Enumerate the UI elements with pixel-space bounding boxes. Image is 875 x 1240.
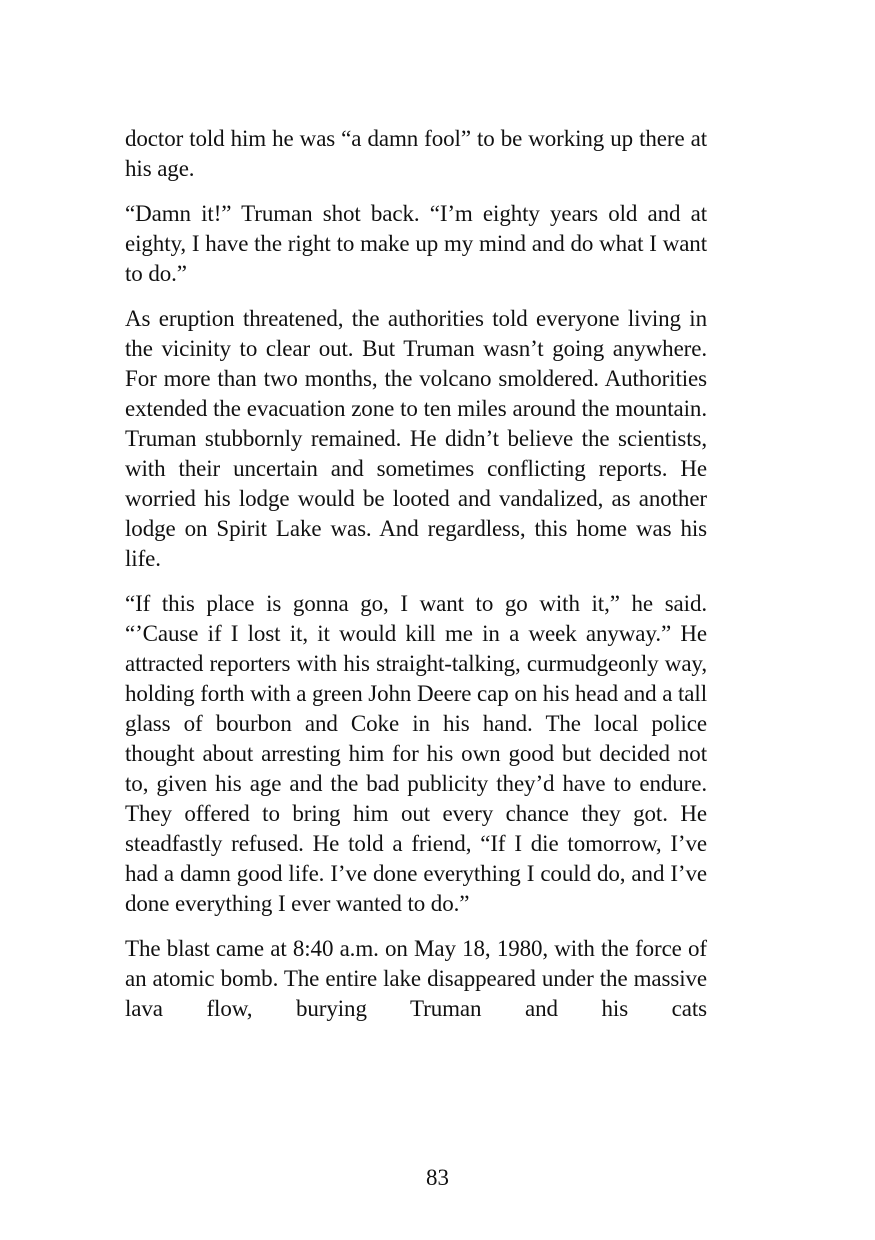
paragraph: The blast came at 8:40 a.m. on May 18, 1980, with the force of an atomic bomb. The entire lake disappeared under the massive lava flow, burying Truman and his cats	[125, 936, 707, 1021]
page-number: 83	[426, 1165, 449, 1190]
paragraph: “Damn it!” Truman shot back. “I’m eighty years old and at eighty, I have the right to make up my mind and do what I want to do.”	[125, 201, 707, 286]
paragraph: “If this place is gonna go, I want to go with it,” he said. “’Cause if I lost it, it would kill me in a week anyway.” He attracted reporters with his straight-talking, curmudgeonly way, holding forth with a green John Deere cap on his head and a tall glass of bourbon and Coke in his hand. The local police thought about arresting him for his own good but decided not to, given his age and the bad publicity they’d have to endure. They offered to bring him out every chance they got. He steadfastly refused. He told a friend, “If I die tomorrow, I’ve had a damn good life. I’ve done everything I could do, and I’ve done everything I ever wanted to do.”	[125, 591, 707, 916]
paragraph: As eruption threatened, the authorities told everyone living in the vicinity to clear out. But Truman wasn’t going anywhere. For more than two months, the volcano smoldered. Authorities extended the evacuation zone to ten miles around the mountain. Truman stubbornly remained. He didn’t believe the scientists, with their uncertain and sometimes conflicting reports. He worried his lodge would be looted and vandalized, as another lodge on Spirit Lake was. And regardless, this home was his life.	[125, 306, 707, 571]
paragraph: doctor told him he was “a damn fool” to be working up there at his age.	[125, 126, 707, 181]
body-text	[125, 124, 707, 1039]
